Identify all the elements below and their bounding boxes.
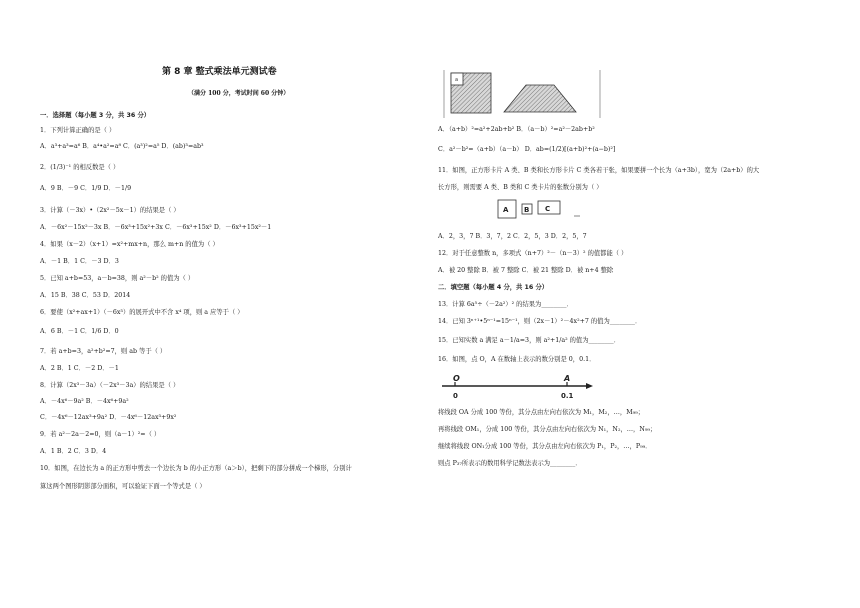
card-c-label: C <box>545 205 551 213</box>
question-10-line1: 10．如图，在边长为 a 的正方形中剪去一个边长为 b 的小正方形（a＞b），把剩下的部分拼成一个梯形，分别计 <box>40 465 352 472</box>
q11-cards-figure <box>494 198 584 222</box>
question-12-options: A．被 20 整除 B．被 7 整除 C．被 21 整除 D．被 n+4 整除 <box>438 267 614 274</box>
question-16: 16．如图，点 O，A 在数轴上表示的数分别是 0，0.1． <box>438 356 596 363</box>
section-heading-fill: 二．填空题（每小题 4 分，共 16 分） <box>438 284 549 291</box>
q16-number-line <box>438 372 598 402</box>
card-a-label: A <box>503 206 509 214</box>
point-o-label: O <box>453 374 460 383</box>
tick-point1-label: 0.1 <box>561 392 574 400</box>
question-2: 2．(1/3)⁻¹ 的相反数是（ ） <box>40 164 120 171</box>
question-10-line2: 算这两个图形阴影部分面积，可以验证下面一个等式是（ ） <box>40 483 206 490</box>
question-9: 9．若 a²－2a－2=0，则（a－1）²=（ ） <box>40 431 161 438</box>
question-6-options: A．6 B．－1 C．1/6 D．0 <box>40 328 119 335</box>
question-4-options: A．－1 B．1 C．－3 D．3 <box>40 258 119 265</box>
question-11-line1: 11．如图，正方形卡片 A 类、B 类和长方形卡片 C 类各若干张，如果要拼一个长为（a+3b），宽为（2a+b）的大 <box>438 167 760 174</box>
tick-zero-label: 0 <box>453 392 458 400</box>
question-2-options: A．9 B．－9 C．1/9 D．－1/9 <box>40 185 132 192</box>
question-11-options: A．2，3，7 B．3，7，2 C．2，5，3 D．2，5，7 <box>438 233 587 240</box>
page-subtitle: （满分 100 分，考试时间 60 分钟） <box>188 90 290 97</box>
question-16-line3: 再将线段 OM₁，分成 100 等份，其分点由左向右依次为 N₁，N₂，…，N₉₉； <box>438 426 657 433</box>
question-10-options-ab: A．（a+b）²=a²+2ab+b² B．（a－b）²=a²－2ab+b² <box>438 126 595 133</box>
question-3-options: A．－6x²－15x²－3x B．－6x³+15x²+3x C．－6x³+15x² D．－6x³+15x²－1 <box>40 224 272 231</box>
q10-side-label: a <box>455 77 459 83</box>
question-12: 12．对于任意整数 n，多项式（n+7）²－（n－3）² 的值都能（ ） <box>438 250 628 257</box>
question-3: 3．计算（－3x）•（2x²－5x－1）的结果是（ ） <box>40 207 180 214</box>
page-title: 第 8 章 整式乘法单元测试卷 <box>162 67 277 77</box>
question-7: 7．若 a+b=3，a²+b²=7，则 ab 等于（ ） <box>40 348 167 355</box>
question-16-line5: 则点 P₃₇所表示的数用科学记数法表示为________． <box>438 460 582 467</box>
question-14: 14．已知 3ⁿ⁺¹•5ⁿ⁻¹=15ⁿ⁻¹，则（2x－1）²－4x²+7 的值为________． <box>438 318 642 325</box>
question-8-options-ab: A．－4x⁶－9a² B．－4x⁶+9a² <box>40 398 129 405</box>
q10-figure <box>442 68 602 120</box>
question-7-options: A．2 B．1 C．－2 D．－1 <box>40 365 119 372</box>
question-16-line2: 将线段 OA 分成 100 等份，其分点由左向右依次为 M₁，M₂，…，M₉₉； <box>438 409 645 416</box>
question-11-line2: 长方形，则需要 A 类、B 类和 C 类卡片的张数分别为（ ） <box>438 184 603 191</box>
question-13: 13．计算 6a⁵÷（－2a²）² 的结果为________． <box>438 301 573 308</box>
question-5-options: A．15 B．38 C．53 D．2014 <box>40 292 131 299</box>
question-1-options: A．a³+a³=a⁶ B．a⁴•a²=a⁸ C．(a³)²=a⁵ D．(ab)³=ab³ <box>40 143 204 150</box>
card-b-label: B <box>524 206 530 214</box>
point-a-label: A <box>564 374 571 383</box>
question-8-options-cd: C．－4x⁶－12ax³+9a² D．－4x⁶－12ax³+9x² <box>40 414 177 421</box>
section-heading-choice: 一．选择题（每小题 3 分，共 36 分） <box>40 112 151 119</box>
question-15: 15．已知实数 a 满足 a－1/a=3，则 a²+1/a² 的值为________． <box>438 337 620 344</box>
right-column <box>438 0 838 608</box>
question-10-options-cd: C．a²－b²=（a+b）（a－b） D．ab=(1/2)[(a+b)²+(a−b)²] <box>438 146 616 153</box>
left-column <box>40 0 440 608</box>
question-16-line4: 继续将线段 ON₁分成 100 等份，其分点由左向右依次为 P₁，P₂，…，P₉₉． <box>438 443 652 450</box>
question-8: 8．计算（2x³－3a）（－2x³－3a）的结果是（ ） <box>40 382 180 389</box>
question-4: 4．如果（x－2）（x+1）=x²+mx+n，那么 m+n 的值为（ ） <box>40 241 219 248</box>
question-1: 1．下列计算正确的是（ ） <box>40 127 116 134</box>
question-5: 5．已知 a+b=53，a－b=38，则 a²－b² 的值为（ ） <box>40 275 195 282</box>
question-6: 6．要使（x²+ax+1）（－6x³）的展开式中不含 x⁴ 项，则 a 应等于（ ） <box>40 309 244 316</box>
question-9-options: A．1 B．2 C．3 D．4 <box>40 448 107 455</box>
